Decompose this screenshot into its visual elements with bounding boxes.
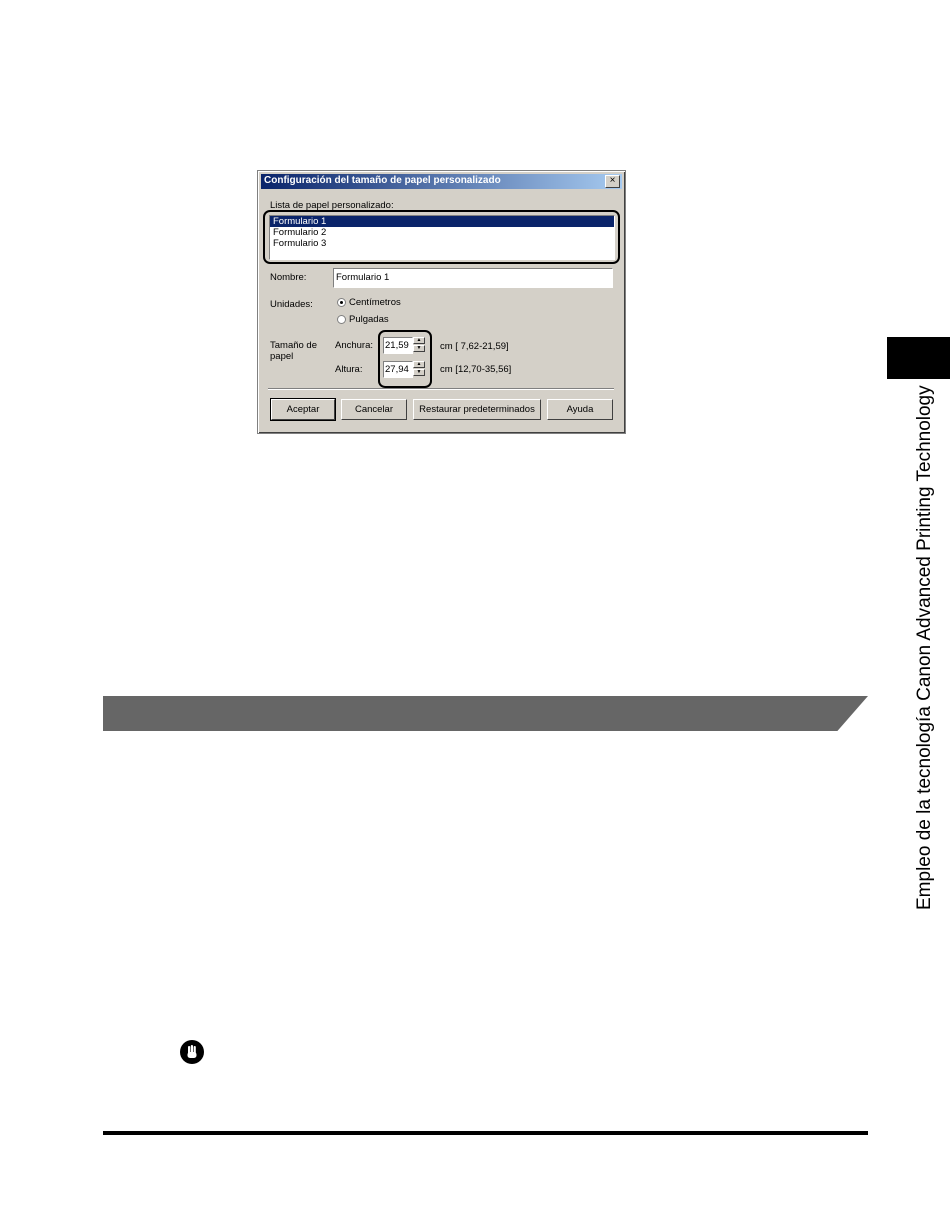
units-label: Unidades: xyxy=(270,299,313,310)
important-hand-icon xyxy=(180,1040,204,1064)
spin-up-icon: ▲ xyxy=(416,337,422,343)
cancel-button[interactable]: Cancelar xyxy=(341,399,407,420)
spin-down-icon: ▼ xyxy=(416,369,422,375)
spin-up-icon: ▲ xyxy=(416,361,422,367)
chapter-tab xyxy=(887,337,950,379)
list-highlight-frame xyxy=(263,210,620,264)
height-field[interactable]: 27,94 xyxy=(383,361,413,378)
close-icon: × xyxy=(609,175,616,186)
inches-radio-label[interactable]: Pulgadas xyxy=(349,314,389,325)
dialog-separator xyxy=(268,388,614,390)
section-header-bar xyxy=(103,696,868,731)
width-field[interactable]: 21,59 xyxy=(383,337,413,354)
name-label: Nombre: xyxy=(270,272,307,283)
footer-rule xyxy=(103,1131,868,1135)
dialog-title: Configuración del tamaño de papel personalizado xyxy=(264,175,501,186)
custom-paper-list-label: Lista de papel personalizado: xyxy=(270,200,394,211)
size-highlight-frame xyxy=(378,330,432,388)
width-label: Anchura: xyxy=(335,340,374,351)
paper-size-label-2: papel xyxy=(270,351,294,362)
height-range: cm [12,70-35,56] xyxy=(440,364,512,375)
height-label: Altura: xyxy=(335,364,363,375)
close-button[interactable] xyxy=(605,175,620,188)
centimeters-radio-label[interactable]: Centímetros xyxy=(349,297,401,308)
help-button[interactable]: Ayuda xyxy=(547,399,613,420)
list-item[interactable]: Formulario 2 xyxy=(273,227,327,238)
inches-radio[interactable] xyxy=(337,315,346,324)
list-item[interactable]: Formulario 3 xyxy=(273,238,327,249)
chapter-title-vertical: Empleo de la tecnología Canon Advanced Printing Technology xyxy=(914,385,935,910)
name-field[interactable]: Formulario 1 xyxy=(333,268,613,288)
centimeters-radio[interactable] xyxy=(337,298,346,307)
spin-down-icon: ▼ xyxy=(416,345,422,351)
width-range: cm [ 7,62-21,59] xyxy=(440,341,509,352)
paper-size-label: Tamaño de xyxy=(270,340,318,351)
dialog-titlebar[interactable] xyxy=(261,174,622,189)
list-item[interactable]: Formulario 1 xyxy=(270,216,614,227)
restore-defaults-button[interactable]: Restaurar predeterminados xyxy=(413,399,541,420)
ok-button[interactable]: Aceptar xyxy=(271,399,335,420)
